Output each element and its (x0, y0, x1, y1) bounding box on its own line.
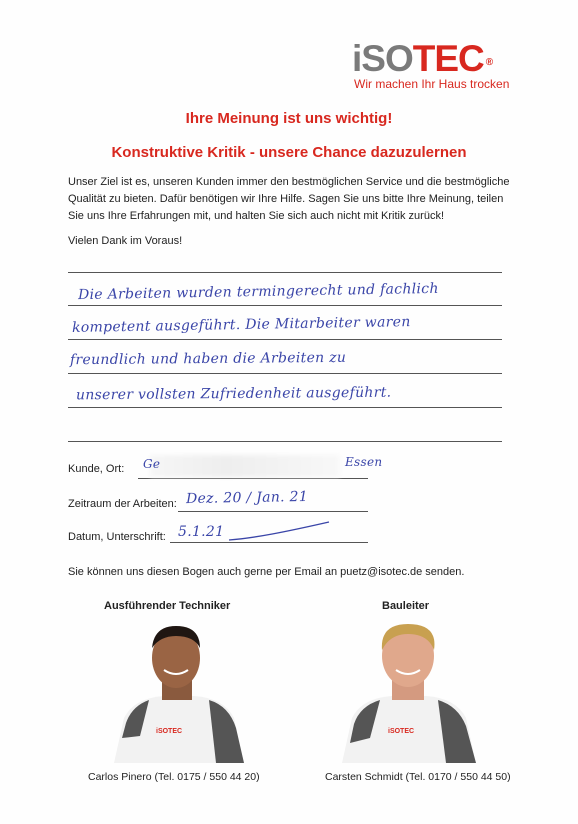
redacted-address (150, 455, 340, 477)
customer-value-start: Ge (143, 457, 161, 471)
logo-tec-text: TEC (412, 38, 484, 79)
period-line (178, 511, 368, 512)
period-label: Zeitraum der Arbeiten: (68, 498, 177, 510)
logo-iso-text: iSO (352, 38, 413, 79)
page-title: Ihre Meinung ist uns wichtig! (185, 110, 393, 127)
handwritten-feedback-line: unserer vollsten Zufriedenheit ausgeführt. (75, 384, 392, 404)
page-subtitle: Konstruktive Kritik - unsere Chance dazuzulernen (111, 144, 467, 161)
handwritten-feedback-line: Die Arbeiten wurden termingerecht und fachlich (77, 280, 439, 304)
customer-value-city: Essen (345, 455, 383, 469)
manager-role: Bauleiter (382, 600, 430, 612)
writing-line (68, 407, 502, 408)
technician-role: Ausführender Techniker (104, 600, 231, 612)
customer-label: Kunde, Ort: (68, 463, 125, 475)
writing-line (68, 305, 502, 306)
writing-line (68, 272, 502, 273)
date-value: 5.1.21 (178, 524, 225, 540)
writing-line (68, 441, 502, 442)
manager-photo (334, 618, 484, 763)
intro-line: Unser Ziel ist es, unseren Kunden immer den bestmöglichen Service und die bestmögliche (68, 176, 510, 188)
technician-shirt-logo: iSOTEC (156, 728, 183, 735)
manager-caption: Carsten Schmidt (Tel. 0170 / 550 44 50) (325, 771, 511, 783)
email-note: Sie können uns diesen Bogen auch gerne per Email an puetz@isotec.de senden. (68, 566, 465, 578)
signature-stroke (225, 518, 335, 546)
logo-slogan: Wir machen Ihr Haus trocken (354, 77, 510, 91)
isotec-logo (352, 38, 512, 91)
handwritten-feedback-line: kompetent ausgeführt. Die Mitarbeiter waren (71, 314, 411, 336)
manager-shirt-logo: iSOTEC (388, 728, 415, 735)
intro-line: Qualität zu bieten. Dafür benötigen wir Ihre Hilfe. Sagen Sie uns bitte Ihre Meinung, teilen (68, 193, 504, 205)
intro-paragraph (68, 174, 538, 225)
technician-photo (104, 618, 254, 763)
technician-caption: Carlos Pinero (Tel. 0175 / 550 44 20) (88, 771, 260, 783)
period-value: Dez. 20 / Jan. 21 (185, 488, 309, 508)
intro-line: Sie uns Ihre Erfahrungen mit, und halten Sie sich auch nicht mit Kritik zurück! (68, 210, 445, 222)
logo-registered-mark: ® (485, 57, 493, 68)
date-signature-label: Datum, Unterschrift: (68, 531, 166, 543)
logo-wordmark (352, 40, 512, 77)
writing-line (68, 373, 502, 374)
thanks-text: Vielen Dank im Voraus! (68, 235, 183, 247)
customer-line (138, 478, 368, 479)
writing-line (68, 339, 502, 340)
handwritten-feedback-line: freundlich und haben die Arbeiten zu (69, 349, 347, 369)
